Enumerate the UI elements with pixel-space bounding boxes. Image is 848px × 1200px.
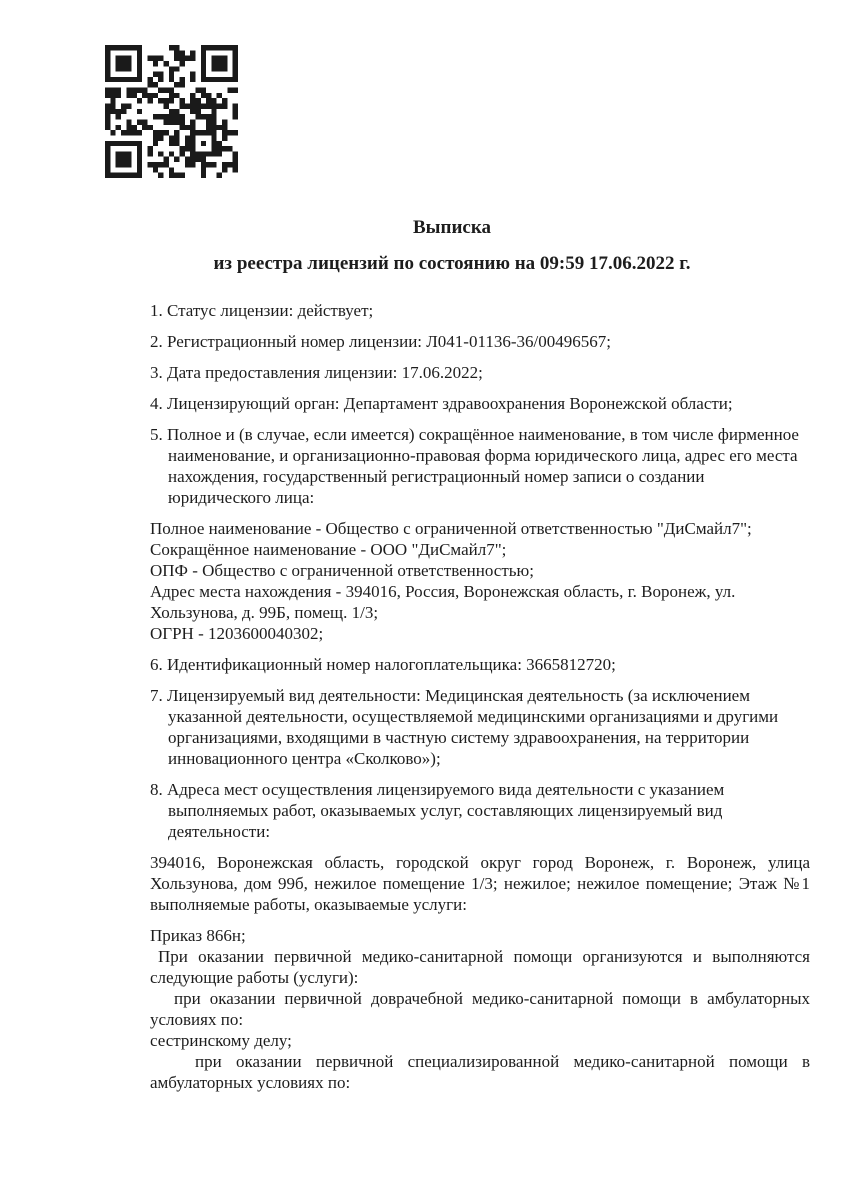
item-text: Адреса мест осуществления лицензируемого вида деятельности с указанием выполняемых работ, оказываемых услуг, составляющих лицензируемый вид деятельности: bbox=[167, 780, 725, 841]
item-text: Лицензирующий орган: Департамент здравоохранения Воронежской области; bbox=[167, 394, 733, 413]
activity-address: 394016, Воронежская область, городской округ город Воронеж, г. Воронеж, улица Хользунова, дом 99б, нежилое помещение 1/3; нежилое; нежилое помещение; Этаж №1 bbox=[150, 853, 810, 893]
works-heading: выполняемые работы, оказываемые услуги: bbox=[150, 895, 467, 914]
license-item-4 bbox=[150, 393, 810, 414]
item-number: 3. bbox=[150, 363, 163, 382]
org-ogrn: ОГРН - 1203600040302; bbox=[150, 624, 324, 643]
item-number: 4. bbox=[150, 394, 163, 413]
license-item-7 bbox=[150, 685, 810, 769]
item-number: 6. bbox=[150, 655, 163, 674]
item-text: Идентификационный номер налогоплательщика: 3665812720; bbox=[167, 655, 616, 674]
organization-details bbox=[150, 518, 810, 644]
item-text: Дата предоставления лицензии: 17.06.2022; bbox=[167, 363, 483, 382]
item-number: 5. bbox=[150, 425, 163, 444]
works-paragraph-prehospital-care: при оказании первичной доврачебной медико-санитарной помощи в амбулаторных условиях по: bbox=[150, 989, 810, 1029]
license-item-8 bbox=[150, 779, 810, 842]
item-text: Статус лицензии: действует; bbox=[167, 301, 374, 320]
org-full-name: Полное наименование - Общество с ограниченной ответственностью "ДиСмайл7"; bbox=[150, 519, 752, 538]
activity-address-block bbox=[150, 852, 810, 915]
item-text: Регистрационный номер лицензии: Л041-01136-36/00496567; bbox=[167, 332, 611, 351]
works-item-nursing: сестринскому делу; bbox=[150, 1031, 292, 1050]
item-number: 1. bbox=[150, 301, 163, 320]
item-text: Полное и (в случае, если имеется) сокращённое наименование, в том числе фирменное наименование, и организационно-правовая форма юридического лица, адрес его места нахождения, государственный регистрационный номер записи о создании юридического лица: bbox=[167, 425, 799, 507]
document-header bbox=[94, 216, 810, 275]
document-subtitle: из реестра лицензий по состоянию на 09:59 17.06.2022 г. bbox=[213, 253, 691, 274]
license-item-3 bbox=[150, 362, 810, 383]
document-title: Выписка bbox=[413, 217, 491, 238]
org-short-name: Сокращённое наименование - ООО "ДиСмайл7"; bbox=[150, 540, 507, 559]
item-number: 8. bbox=[150, 780, 163, 799]
document-body bbox=[150, 300, 810, 1093]
license-item-6 bbox=[150, 654, 810, 675]
license-item-2 bbox=[150, 331, 810, 352]
order-reference: Приказ 866н; bbox=[150, 926, 246, 945]
item-number: 7. bbox=[150, 686, 163, 705]
item-text: Лицензируемый вид деятельности: Медицинская деятельность (за исключением указанной деятельности, осуществляемой медицинскими организациями и другими организациями, входящими в частную систему здравоохранения, на территории инновационного центра «Сколково»); bbox=[167, 686, 779, 768]
org-address: Адрес места нахождения - 394016, Россия, Воронежская область, г. Воронеж, ул. Хользунова, д. 99Б, помещ. 1/3; bbox=[150, 582, 736, 622]
works-paragraph-specialized-care: при оказании первичной специализированной медико-санитарной помощи в амбулаторных условиях по: bbox=[150, 1052, 810, 1092]
works-paragraph-primary-care: При оказании первичной медико-санитарной помощи организуются и выполняются следующие работы (услуги): bbox=[150, 947, 810, 987]
item-number: 2. bbox=[150, 332, 163, 351]
qr-code-icon bbox=[105, 45, 238, 178]
license-item-1 bbox=[150, 300, 810, 321]
works-and-services-list bbox=[150, 925, 810, 1093]
license-item-5 bbox=[150, 424, 810, 508]
org-legal-form: ОПФ - Общество с ограниченной ответственностью; bbox=[150, 561, 534, 580]
